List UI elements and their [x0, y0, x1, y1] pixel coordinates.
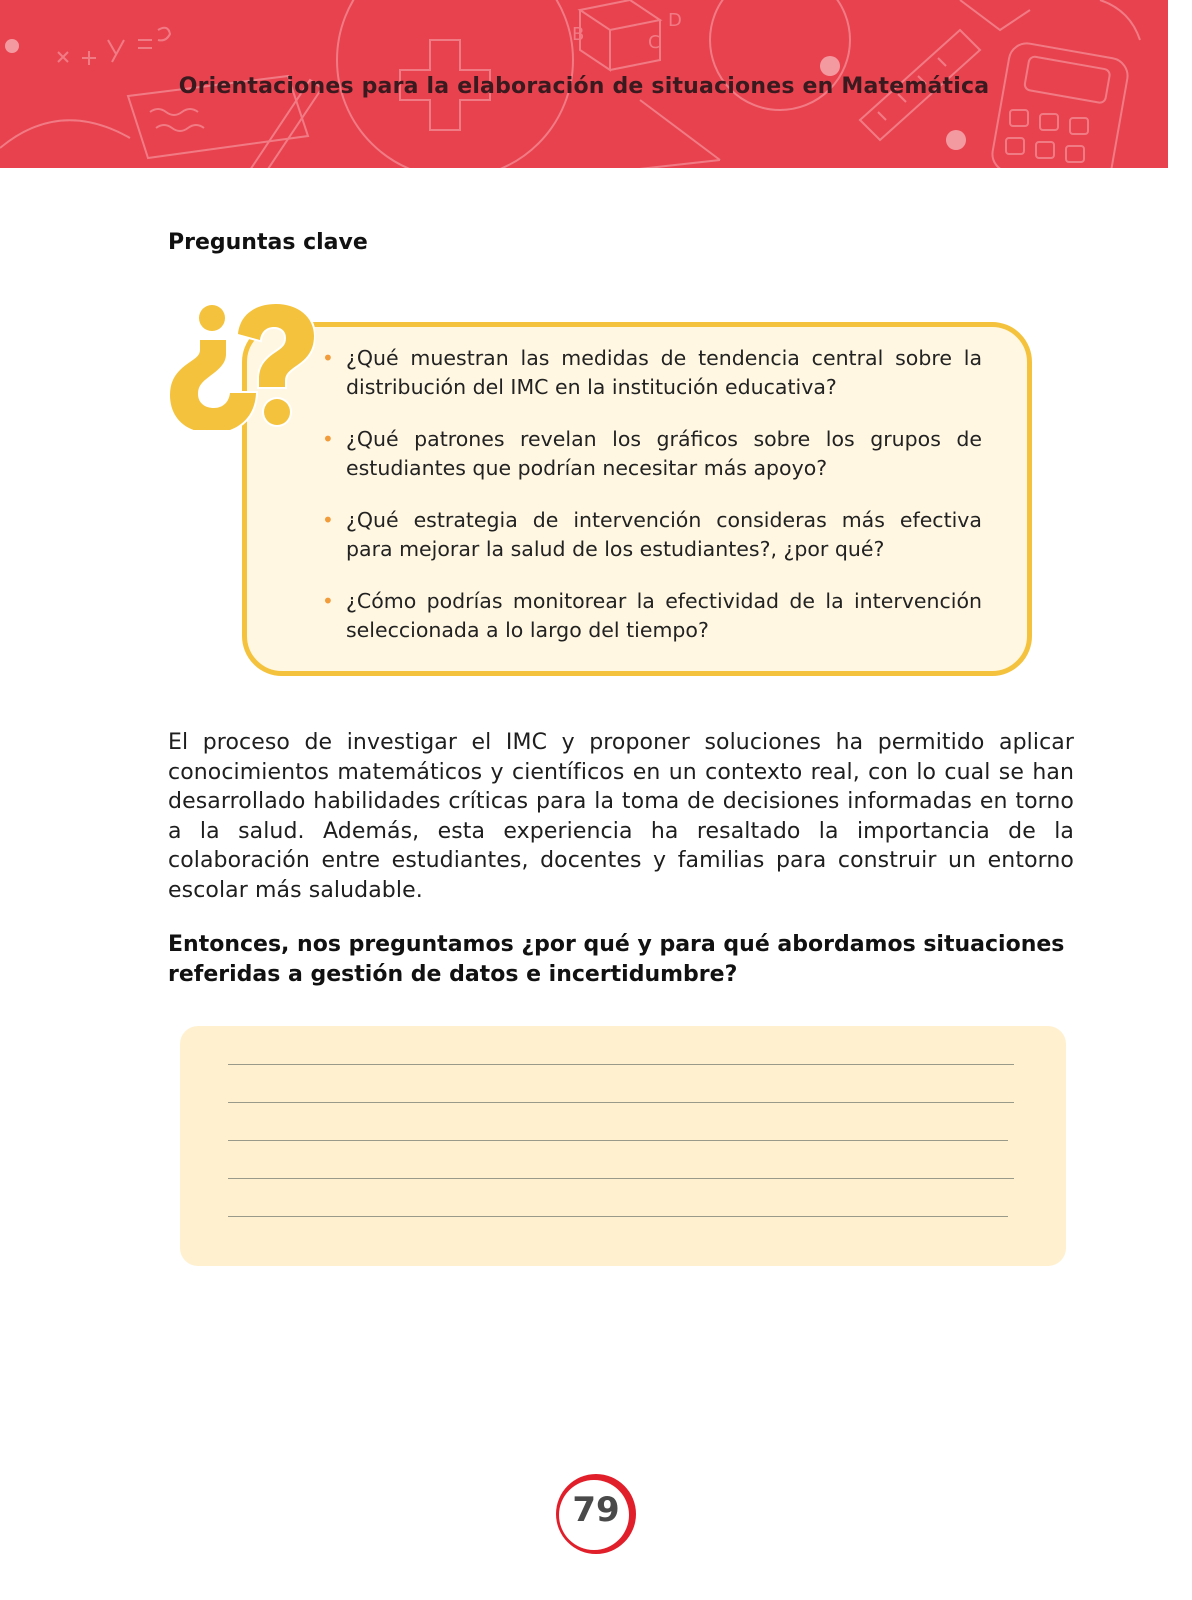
question-text: ¿Qué estrategia de intervención consideras más efectiva para mejorar la salud de los estudiantes?, ¿por qué? [346, 508, 982, 561]
answer-line[interactable] [228, 1140, 1008, 1141]
key-questions-list [322, 344, 982, 668]
answer-line[interactable] [228, 1178, 1014, 1179]
list-item [322, 506, 982, 564]
question-marks-icon [170, 300, 315, 430]
answer-line[interactable] [228, 1216, 1008, 1217]
answer-line[interactable] [228, 1064, 1014, 1065]
list-item [322, 344, 982, 402]
question-text: ¿Qué patrones revelan los gráficos sobre los grupos de estudiantes que podrían necesitar más apoyo? [346, 427, 982, 480]
answer-area[interactable] [180, 1026, 1066, 1266]
bullet-icon: • [322, 346, 334, 370]
reflection-prompt: Entonces, nos preguntamos ¿por qué y para qué abordamos situaciones referidas a gestión de datos e incertidumbre? [168, 932, 1065, 987]
bullet-icon: • [322, 427, 334, 451]
answer-line[interactable] [228, 1102, 1014, 1103]
header-title: Orientaciones para la elaboración de situaciones en Matemática [178, 74, 990, 99]
list-item [322, 425, 982, 483]
body-paragraph: El proceso de investigar el IMC y proponer soluciones ha permitido aplicar conocimientos matemáticos y científicos en un contexto real, con lo cual se han desarrollado habilidades críticas para la toma de decisiones informadas en torno a la salud. Además, esta experiencia ha resaltado la importancia de la colaboración entre estudiantes, docentes y familias para construir un entorno escolar más saludable. [168, 730, 1074, 903]
bullet-icon: • [322, 508, 334, 532]
page-header [0, 0, 1168, 168]
section-heading: Preguntas clave [168, 230, 368, 255]
bullet-icon: • [322, 589, 334, 613]
svg-text:B: B [572, 24, 585, 45]
page-number: 79 [572, 1490, 620, 1530]
question-text: ¿Cómo podrías monitorear la efectividad de la intervención seleccionada a lo largo del tiempo? [346, 589, 982, 642]
svg-text:D: D [668, 10, 682, 31]
question-text: ¿Qué muestran las medidas de tendencia central sobre la distribución del IMC en la institución educativa? [346, 346, 982, 399]
svg-text:C: C [648, 32, 661, 53]
list-item [322, 587, 982, 645]
